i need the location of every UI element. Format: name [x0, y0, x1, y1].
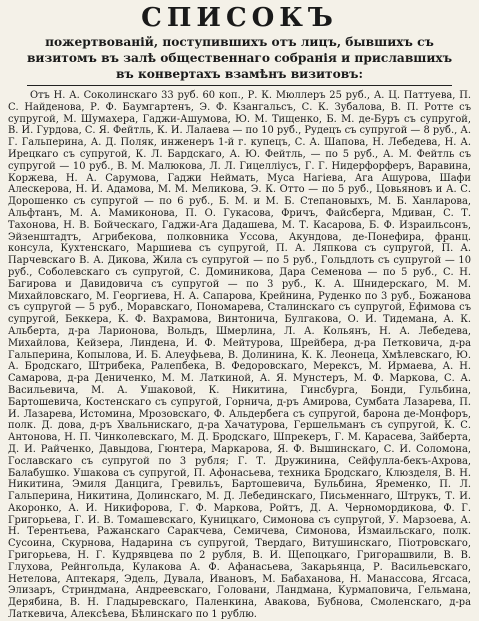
title-divider — [27, 85, 453, 86]
document-subtitle: пожертвованій, поступившихъ отъ лицъ, бывшихъ съ визитомъ въ залѣ общественнаго собранія и приславшихъ въ конвертахъ взамѣнъ визитовъ: — [26, 35, 453, 81]
document-title: СПИСОКЪ — [141, 3, 338, 33]
donor-list-text: Отъ Н. А. Соколинскаго 33 руб. 60 коп., Р. К. Мюллеръ 25 руб., А. Ц. Паттуева, П. С. Найденова, Р. Ф. Баумгартенъ, Э. Ф. Кзангальсъ, С. К. Зубалова, В. П. Ротте съ супругой, М. Шумахера, Гаджи-Ашумова, Ю. М. Тищенко, Б. М. де-Буръ съ супругой, В. И. Гурдова, С. Я. Фейтль, К. И. Лалаева — по 10 руб., Рудецъ съ супругой — 8 руб., А. Г. Гальперина, А. Д. Поляк, инженеръ 1-й г. купецъ, С. А. Шапова, Н. Лебедева, Н. А. Ирецкаго съ супругой, К. Л. Бардскаго, А. Ю. Фейтль, — по 5 руб., А. М. Фейтль съ супругой — 10 руб., В. М. Малюкова, Л. Л. Гицелліусъ, Г. Г. Нидерфорферъ, Варавина, Коржева, Н. А. Сарумова, Гаджи Неймать, Муса Нагіева, Ага Ашурова, Шафи Алескерова, Н. И. Адамова, М. М. Меликова, Э. К. Отто — по 5 руб., Цовьяновъ и А. С. Дорошенко съ супругой — по 6 руб., Б. М. и М. Б. Степановыхъ, М. Б. Ханларова, Альфтанъ, М. А. Мамиконова, П. О. Гукасова, Фричъ, Файсберга, Мдиван, С. Т. Тахонова, Н. В. Бойческаго, Гаджи-Ага Дадашева, М. Т. Касарова, Б. Ф. Израильсонъ, Эйзенштадтъ, Агрибекова, полковника Уссова, Акундова, де-Понефира, франц. консула, Кухтенскаго, Маршиева съ супругой, П. А. Ляпкова съ супругой, П. А. Парчевскаго В. А. Дикова, Жила съ супругой — по 5 руб., Гольдлоть съ супругой — 10 руб., Соболевскаго съ супругой, С. Доминикова, Дара Семенова — по 5 руб., С. Н. Багирова и Давидовича съ супругой — по 3 руб., К. А. Шнидерскаго, М. М. Михайловскаго, М. Георгиева, Н. А. Сапарова, Крейнина, Руденко по 3 руб., Божанова съ супругой — 5 руб., Моравскаго, Пономарева, Сталинскаго съ супругой, Ефимова съ супругой, Беккера, К. Ф. Вахрамова, Винтонича, Булгакова, О. И. Тидемана, А. К. Альберта, д-ра Ларионова, Вольдъ, Шмерлина, Л. А. Кольянъ, Н. А. Лебедева, Михайлова, Кейзера, Линдена, И. Ф. Мейтурова, Шрейбера, д-ра Петковича, д-ра Гальперина, Копылова, И. Б. Алеуфьева, В. Долинина, К. К. Леонеца, Хмѣлевскаго, Ю. А. Бродскаго, Штрибека, Ралепбека, В. Федоровскаго, Мерексъ, М. Ирмаева, А. Н. Самарова, д-ра Дениченко, М. М. Латкиной, А. Я. Мунстеръ, М. Ф. Маркова, С. А. Васильевича, М. А. Ушаковой, К. Никитина, Гинсбурга, Бонди, Гульбина, Бартошевича, Костенскаго съ супругой, Горнича, д-ръ Амирова, Сумбата Лазарева, П. И. Лазарева, Истомина, Мрозовскаго, Ф. Альдербега съ супругой, барона де-Монфоръ, полк. Д. дова, д-ръ Хвальнискаго, д-ра Хачатурова, Гершельманъ съ супругой, К. С. Антонова, Н. П. Чинколевскаго, М. Д. Бродскаго, Шпрекеръ, Г. М. Карасева, Зайберта, Д. И. Райченко, Давыдова, Гюнтера, Маркарова, Я. Ф. Вышинскаго, С. И. Соломона, Гославскаго съ супругой по 3 рубля; Г. Т. Дружинина, Сейфулла-бекъ-Ахрова, Балабушко. Ушакова съ супругой, П. Афонасьева, техника Бродскаго, Клюзделя, В. Н. Никитина, Эмиля Данцига, Гревильъ, Бартошевича, Бульбина, Яременко, П. Л. Гальперина, Никитина, Долинскаго, М. Д. Лебединскаго, Письменнаго, Штрукъ, Т. И. Акоронко, А. И. Никифорова, Г. Ф. Маркова, Ройтъ, Д. А. Черномордикова, Ф. Г. Григорьева, Г. И. В. Томашевскаго, Куницкаго, Симонова съ супругой, У. Марзоева, А. Н. Терентьева, Ражанскаго Саракчева, Семичева, Симонова, Измаильскаго, полк. Сусоина, Скурнова, Надарина съ супругой, Твердаго, Витушинскаго, Піотровскаго, Григорьева, Н. Г. Кудрявцева по 2 рубля, В. И. Щепоцкаго, Григорашвили, В. В. Глухова, Рейнгольда, Кулакова А. Ф. Афанасьева, Закарьянца, Р. Васильевскаго, Нетелова, Аптекаря, Эдель, Дувала, Ивановъ, М. Бабаханова, Н. Манассова, Ягсаса, Элизаръ, Стриндмана, Андреевскаго, Головани, Ландмана, Курмаповича, Гельмана, Дерябина, В. Н. Гладыревскаго, Паленкина, Авакова, Бубнова, Смоленскаго, д-ра Латкевича, Алексѣева, Бѣлинскаго по 1 рублю. — [8, 90, 471, 621]
